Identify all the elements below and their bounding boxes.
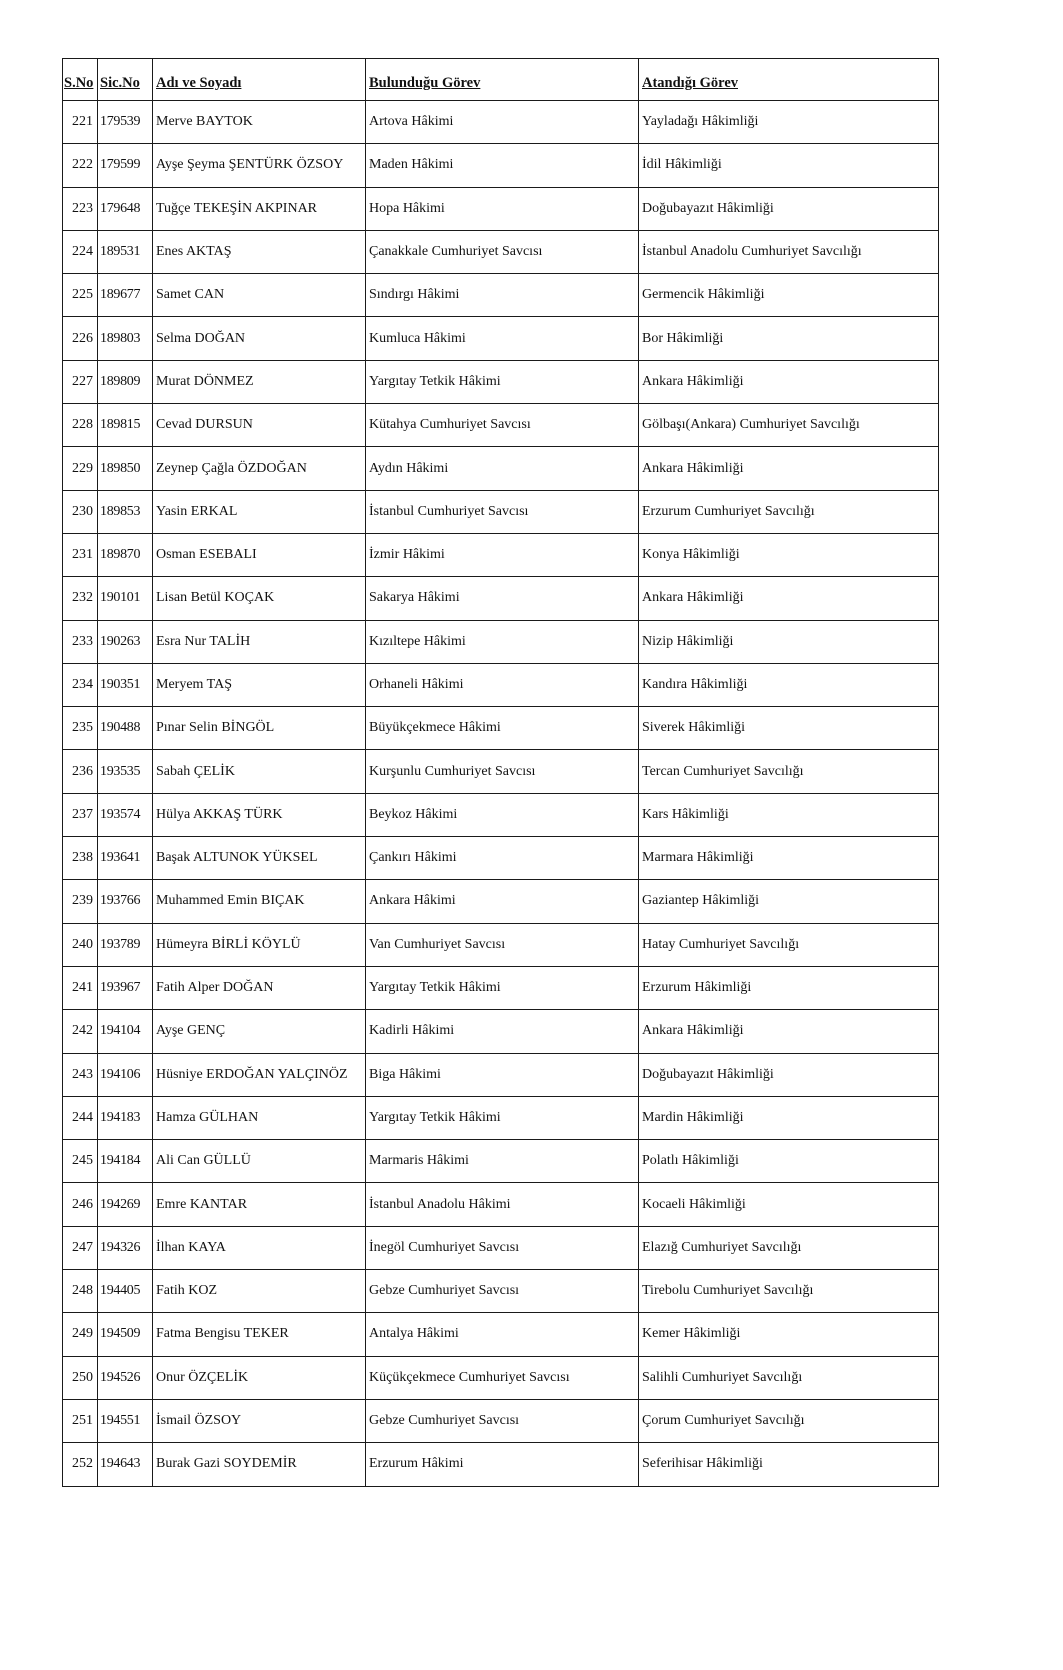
- table-row: [63, 1096, 939, 1139]
- row-sic-no: 194405: [98, 1270, 153, 1313]
- row-name: Merve BAYTOK: [153, 101, 366, 144]
- table-row: [63, 966, 939, 1009]
- row-assigned-position: Çorum Cumhuriyet Savcılığı: [639, 1399, 939, 1442]
- table-row: [63, 1140, 939, 1183]
- row-sic-no: 194643: [98, 1443, 153, 1486]
- row-name: Fatih Alper DOĞAN: [153, 966, 366, 1009]
- header-sno: S.No: [63, 59, 98, 101]
- row-sno: 229: [63, 447, 98, 490]
- row-name: Ali Can GÜLLÜ: [153, 1140, 366, 1183]
- row-sno: 222: [63, 144, 98, 187]
- row-assigned-position: Ankara Hâkimliği: [639, 1010, 939, 1053]
- row-sno: 239: [63, 880, 98, 923]
- row-sic-no: 189870: [98, 533, 153, 576]
- row-sno: 228: [63, 404, 98, 447]
- row-name: Esra Nur TALİH: [153, 620, 366, 663]
- table-row: [63, 793, 939, 836]
- row-current-position: Orhaneli Hâkimi: [366, 663, 639, 706]
- table-row: [63, 274, 939, 317]
- table-row: [63, 750, 939, 793]
- row-sno: 246: [63, 1183, 98, 1226]
- row-current-position: Yargıtay Tetkik Hâkimi: [366, 966, 639, 1009]
- table-row: [63, 1183, 939, 1226]
- row-assigned-position: Gaziantep Hâkimliği: [639, 880, 939, 923]
- row-name: Hümeyra BİRLİ KÖYLÜ: [153, 923, 366, 966]
- table-body: [63, 101, 939, 1487]
- row-current-position: Gebze Cumhuriyet Savcısı: [366, 1270, 639, 1313]
- table-row: [63, 1010, 939, 1053]
- row-sic-no: 193574: [98, 793, 153, 836]
- row-assigned-position: Bor Hâkimliği: [639, 317, 939, 360]
- row-current-position: Biga Hâkimi: [366, 1053, 639, 1096]
- row-sic-no: 194269: [98, 1183, 153, 1226]
- row-sic-no: 190351: [98, 663, 153, 706]
- row-current-position: Küçükçekmece Cumhuriyet Savcısı: [366, 1356, 639, 1399]
- row-current-position: Çankırı Hâkimi: [366, 837, 639, 880]
- row-current-position: Van Cumhuriyet Savcısı: [366, 923, 639, 966]
- row-assigned-position: Marmara Hâkimliği: [639, 837, 939, 880]
- row-current-position: Kızıltepe Hâkimi: [366, 620, 639, 663]
- row-sno: 225: [63, 274, 98, 317]
- row-assigned-position: Erzurum Hâkimliği: [639, 966, 939, 1009]
- row-name: Yasin ERKAL: [153, 490, 366, 533]
- table-row: [63, 447, 939, 490]
- row-assigned-position: Yayladağı Hâkimliği: [639, 101, 939, 144]
- row-assigned-position: Germencik Hâkimliği: [639, 274, 939, 317]
- row-sic-no: 194104: [98, 1010, 153, 1053]
- row-sic-no: 189677: [98, 274, 153, 317]
- row-name: Fatma Bengisu TEKER: [153, 1313, 366, 1356]
- row-assigned-position: Polatlı Hâkimliği: [639, 1140, 939, 1183]
- row-sno: 233: [63, 620, 98, 663]
- row-assigned-position: Salihli Cumhuriyet Savcılığı: [639, 1356, 939, 1399]
- row-sno: 240: [63, 923, 98, 966]
- appointment-table: [62, 58, 939, 1487]
- row-sno: 236: [63, 750, 98, 793]
- row-assigned-position: Doğubayazıt Hâkimliği: [639, 1053, 939, 1096]
- table-row: [63, 1443, 939, 1486]
- row-current-position: İstanbul Anadolu Hâkimi: [366, 1183, 639, 1226]
- row-assigned-position: Gölbaşı(Ankara) Cumhuriyet Savcılığı: [639, 404, 939, 447]
- row-sno: 251: [63, 1399, 98, 1442]
- row-sic-no: 189803: [98, 317, 153, 360]
- row-sic-no: 194183: [98, 1096, 153, 1139]
- table-row: [63, 360, 939, 403]
- row-current-position: Kütahya Cumhuriyet Savcısı: [366, 404, 639, 447]
- row-assigned-position: İdil Hâkimliği: [639, 144, 939, 187]
- row-sno: 241: [63, 966, 98, 1009]
- row-name: Sabah ÇELİK: [153, 750, 366, 793]
- row-assigned-position: Ankara Hâkimliği: [639, 447, 939, 490]
- row-name: Osman ESEBALI: [153, 533, 366, 576]
- row-current-position: İnegöl Cumhuriyet Savcısı: [366, 1226, 639, 1269]
- header-assigned-position: Atandığı Görev: [639, 59, 939, 101]
- row-current-position: Yargıtay Tetkik Hâkimi: [366, 360, 639, 403]
- table-row: [63, 317, 939, 360]
- row-sno: 244: [63, 1096, 98, 1139]
- row-current-position: İzmir Hâkimi: [366, 533, 639, 576]
- table-row: [63, 923, 939, 966]
- row-current-position: Marmaris Hâkimi: [366, 1140, 639, 1183]
- row-name: Tuğçe TEKEŞİN AKPINAR: [153, 187, 366, 230]
- row-name: Zeynep Çağla ÖZDOĞAN: [153, 447, 366, 490]
- row-sno: 250: [63, 1356, 98, 1399]
- row-sic-no: 189531: [98, 230, 153, 273]
- row-current-position: Aydın Hâkimi: [366, 447, 639, 490]
- header-sic-no: Sic.No: [98, 59, 153, 101]
- row-assigned-position: İstanbul Anadolu Cumhuriyet Savcılığı: [639, 230, 939, 273]
- row-name: Pınar Selin BİNGÖL: [153, 707, 366, 750]
- row-name: Cevad DURSUN: [153, 404, 366, 447]
- row-assigned-position: Elazığ Cumhuriyet Savcılığı: [639, 1226, 939, 1269]
- row-sic-no: 194184: [98, 1140, 153, 1183]
- row-current-position: Gebze Cumhuriyet Savcısı: [366, 1399, 639, 1442]
- table-row: [63, 230, 939, 273]
- row-assigned-position: Siverek Hâkimliği: [639, 707, 939, 750]
- row-current-position: Yargıtay Tetkik Hâkimi: [366, 1096, 639, 1139]
- table-row: [63, 837, 939, 880]
- table-header-row: [63, 59, 939, 101]
- row-sno: 249: [63, 1313, 98, 1356]
- row-assigned-position: Kars Hâkimliği: [639, 793, 939, 836]
- row-sic-no: 190488: [98, 707, 153, 750]
- row-sic-no: 193967: [98, 966, 153, 1009]
- row-sic-no: 193641: [98, 837, 153, 880]
- row-assigned-position: Doğubayazıt Hâkimliği: [639, 187, 939, 230]
- row-assigned-position: Hatay Cumhuriyet Savcılığı: [639, 923, 939, 966]
- row-sno: 232: [63, 577, 98, 620]
- table-row: [63, 101, 939, 144]
- row-assigned-position: Kocaeli Hâkimliği: [639, 1183, 939, 1226]
- row-current-position: Sakarya Hâkimi: [366, 577, 639, 620]
- table-row: [63, 1356, 939, 1399]
- row-sic-no: 179539: [98, 101, 153, 144]
- row-sic-no: 194551: [98, 1399, 153, 1442]
- row-current-position: Antalya Hâkimi: [366, 1313, 639, 1356]
- table-row: [63, 404, 939, 447]
- row-name: Hülya AKKAŞ TÜRK: [153, 793, 366, 836]
- row-name: Enes AKTAŞ: [153, 230, 366, 273]
- row-name: İlhan KAYA: [153, 1226, 366, 1269]
- row-sno: 234: [63, 663, 98, 706]
- table-row: [63, 880, 939, 923]
- row-assigned-position: Tirebolu Cumhuriyet Savcılığı: [639, 1270, 939, 1313]
- row-sic-no: 179599: [98, 144, 153, 187]
- row-sic-no: 189815: [98, 404, 153, 447]
- row-sic-no: 193789: [98, 923, 153, 966]
- row-name: Hüsniye ERDOĞAN YALÇINÖZ: [153, 1053, 366, 1096]
- table-row: [63, 577, 939, 620]
- table-row: [63, 533, 939, 576]
- row-name: Muhammed Emin BIÇAK: [153, 880, 366, 923]
- row-current-position: Kumluca Hâkimi: [366, 317, 639, 360]
- row-sic-no: 194509: [98, 1313, 153, 1356]
- row-sno: 223: [63, 187, 98, 230]
- row-name: Fatih KOZ: [153, 1270, 366, 1313]
- row-sic-no: 189809: [98, 360, 153, 403]
- row-assigned-position: Erzurum Cumhuriyet Savcılığı: [639, 490, 939, 533]
- row-current-position: Büyükçekmece Hâkimi: [366, 707, 639, 750]
- row-current-position: Beykoz Hâkimi: [366, 793, 639, 836]
- row-name: Onur ÖZÇELİK: [153, 1356, 366, 1399]
- row-current-position: Sındırgı Hâkimi: [366, 274, 639, 317]
- row-assigned-position: Seferihisar Hâkimliği: [639, 1443, 939, 1486]
- row-name: Samet CAN: [153, 274, 366, 317]
- row-sic-no: 190101: [98, 577, 153, 620]
- row-current-position: İstanbul Cumhuriyet Savcısı: [366, 490, 639, 533]
- row-name: Burak Gazi SOYDEMİR: [153, 1443, 366, 1486]
- row-sno: 238: [63, 837, 98, 880]
- row-sic-no: 193535: [98, 750, 153, 793]
- table-row: [63, 663, 939, 706]
- row-sic-no: 194106: [98, 1053, 153, 1096]
- table-row: [63, 1226, 939, 1269]
- row-assigned-position: Ankara Hâkimliği: [639, 360, 939, 403]
- header-current-position: Bulunduğu Görev: [366, 59, 639, 101]
- row-sno: 224: [63, 230, 98, 273]
- row-current-position: Artova Hâkimi: [366, 101, 639, 144]
- row-name: Murat DÖNMEZ: [153, 360, 366, 403]
- row-sno: 227: [63, 360, 98, 403]
- row-sic-no: 190263: [98, 620, 153, 663]
- row-assigned-position: Kandıra Hâkimliği: [639, 663, 939, 706]
- row-assigned-position: Tercan Cumhuriyet Savcılığı: [639, 750, 939, 793]
- row-current-position: Kadirli Hâkimi: [366, 1010, 639, 1053]
- row-name: İsmail ÖZSOY: [153, 1399, 366, 1442]
- row-assigned-position: Mardin Hâkimliği: [639, 1096, 939, 1139]
- row-sno: 221: [63, 101, 98, 144]
- table-row: [63, 1399, 939, 1442]
- row-current-position: Hopa Hâkimi: [366, 187, 639, 230]
- table-row: [63, 187, 939, 230]
- header-name: Adı ve Soyadı: [153, 59, 366, 101]
- row-name: Başak ALTUNOK YÜKSEL: [153, 837, 366, 880]
- row-sic-no: 189853: [98, 490, 153, 533]
- table-row: [63, 1270, 939, 1313]
- row-sno: 243: [63, 1053, 98, 1096]
- row-sic-no: 179648: [98, 187, 153, 230]
- table-row: [63, 620, 939, 663]
- row-current-position: Ankara Hâkimi: [366, 880, 639, 923]
- row-current-position: Erzurum Hâkimi: [366, 1443, 639, 1486]
- row-sic-no: 189850: [98, 447, 153, 490]
- row-sno: 248: [63, 1270, 98, 1313]
- row-assigned-position: Nizip Hâkimliği: [639, 620, 939, 663]
- row-name: Selma DOĞAN: [153, 317, 366, 360]
- row-assigned-position: Ankara Hâkimliği: [639, 577, 939, 620]
- table-row: [63, 144, 939, 187]
- row-sno: 231: [63, 533, 98, 576]
- row-name: Hamza GÜLHAN: [153, 1096, 366, 1139]
- row-sno: 230: [63, 490, 98, 533]
- row-name: Emre KANTAR: [153, 1183, 366, 1226]
- row-sno: 247: [63, 1226, 98, 1269]
- row-sno: 242: [63, 1010, 98, 1053]
- row-current-position: Maden Hâkimi: [366, 144, 639, 187]
- row-sic-no: 194526: [98, 1356, 153, 1399]
- table-row: [63, 1313, 939, 1356]
- table-row: [63, 707, 939, 750]
- row-sic-no: 194326: [98, 1226, 153, 1269]
- row-sic-no: 193766: [98, 880, 153, 923]
- row-sno: 252: [63, 1443, 98, 1486]
- row-name: Meryem TAŞ: [153, 663, 366, 706]
- table-row: [63, 490, 939, 533]
- table-row: [63, 1053, 939, 1096]
- row-assigned-position: Kemer Hâkimliği: [639, 1313, 939, 1356]
- row-assigned-position: Konya Hâkimliği: [639, 533, 939, 576]
- row-current-position: Kurşunlu Cumhuriyet Savcısı: [366, 750, 639, 793]
- row-sno: 237: [63, 793, 98, 836]
- row-current-position: Çanakkale Cumhuriyet Savcısı: [366, 230, 639, 273]
- row-name: Ayşe GENÇ: [153, 1010, 366, 1053]
- row-sno: 235: [63, 707, 98, 750]
- row-name: Ayşe Şeyma ŞENTÜRK ÖZSOY: [153, 144, 366, 187]
- row-sno: 226: [63, 317, 98, 360]
- row-sno: 245: [63, 1140, 98, 1183]
- row-name: Lisan Betül KOÇAK: [153, 577, 366, 620]
